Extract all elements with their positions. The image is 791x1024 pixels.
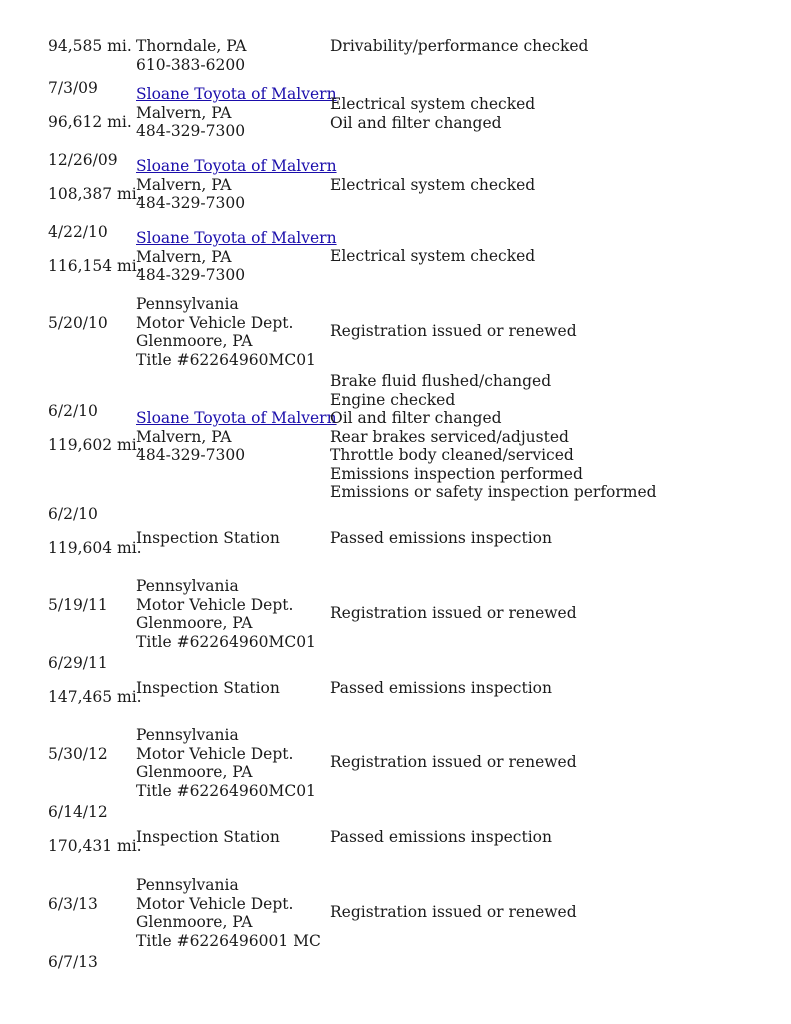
comment-line: Emissions or safety inspection performed	[330, 483, 657, 501]
source-line: Title #62264960MC01	[136, 632, 316, 651]
record-date: 6/29/11	[48, 654, 108, 672]
comment-line: Electrical system checked	[330, 95, 536, 113]
record-mileage: 108,387 mi.	[48, 185, 142, 203]
record-comments	[330, 322, 577, 341]
source-line: Title #62264960MC01	[136, 350, 316, 369]
source-line: Glenmoore, PA	[136, 614, 253, 632]
comment-line: Engine checked	[330, 390, 456, 409]
source-line: Thorndale, PA	[136, 37, 247, 55]
record-comments	[330, 247, 535, 266]
comment-line: Rear brakes serviced/adjusted	[330, 427, 569, 446]
record-source	[136, 85, 337, 141]
record-source	[136, 229, 337, 285]
source-line: Pennsylvania	[136, 726, 239, 744]
source-line: Malvern, PA	[136, 175, 232, 194]
dealer-link[interactable]: Sloane Toyota of Malvern	[136, 85, 337, 103]
comment-line: Passed emissions inspection	[330, 679, 552, 697]
record-comments	[330, 372, 657, 502]
record-mileage: 119,602 mi.	[48, 436, 142, 454]
record-date: 6/7/13	[48, 953, 98, 971]
record-mileage: 170,431 mi.	[48, 837, 142, 855]
comment-line: Passed emissions inspection	[330, 529, 552, 547]
source-line: Motor Vehicle Dept.	[136, 744, 294, 763]
record-date: 6/14/12	[48, 803, 108, 821]
source-line: Glenmoore, PA	[136, 332, 253, 350]
source-line: Pennsylvania	[136, 577, 239, 595]
source-line: Malvern, PA	[136, 427, 232, 446]
record-source	[136, 876, 321, 950]
record-mileage: 96,612 mi.	[48, 113, 132, 131]
source-line: Inspection Station	[136, 529, 280, 547]
comment-line: Oil and filter changed	[330, 113, 502, 132]
record-mileage: 119,604 mi.	[48, 539, 142, 557]
source-line: Inspection Station	[136, 828, 280, 846]
comment-line: Registration issued or renewed	[330, 322, 577, 340]
comment-line: Throttle body cleaned/serviced	[330, 446, 574, 464]
record-date: 6/2/10	[48, 402, 98, 420]
dealer-link[interactable]: Sloane Toyota of Malvern	[136, 157, 337, 175]
source-line: Title #6226496001 MC	[136, 931, 321, 950]
comment-line: Oil and filter changed	[330, 409, 502, 427]
record-comments	[330, 903, 577, 922]
record-source	[136, 295, 316, 369]
record-source	[136, 157, 337, 213]
record-date: 7/3/09	[48, 79, 98, 97]
record-source	[136, 679, 280, 698]
record-source	[136, 577, 316, 651]
source-line: Pennsylvania	[136, 876, 239, 894]
source-line: 484-329-7300	[136, 266, 246, 284]
source-line: 484-329-7300	[136, 446, 246, 464]
comment-line: Registration issued or renewed	[330, 604, 577, 622]
record-date: 5/30/12	[48, 745, 108, 763]
record-date: 6/3/13	[48, 895, 98, 913]
record-date: 6/2/10	[48, 505, 98, 523]
record-comments	[330, 679, 552, 698]
record-comments	[330, 529, 552, 548]
record-date: 4/22/10	[48, 223, 108, 241]
record-comments	[330, 37, 588, 56]
comment-line: Registration issued or renewed	[330, 753, 577, 771]
source-line: Glenmoore, PA	[136, 763, 253, 781]
comment-line: Registration issued or renewed	[330, 903, 577, 921]
record-comments	[330, 828, 552, 847]
record-mileage: 94,585 mi.	[48, 37, 132, 55]
source-line: Glenmoore, PA	[136, 913, 253, 931]
record-source	[136, 37, 246, 74]
record-comments	[330, 604, 577, 623]
comment-line: Drivability/performance checked	[330, 37, 589, 55]
record-mileage: 116,154 mi.	[48, 257, 142, 275]
source-line: Malvern, PA	[136, 103, 232, 122]
comment-line: Brake fluid flushed/changed	[330, 372, 552, 390]
source-line: Pennsylvania	[136, 295, 239, 313]
comment-line: Passed emissions inspection	[330, 828, 552, 846]
comment-line: Emissions inspection performed	[330, 464, 583, 483]
source-line: Motor Vehicle Dept.	[136, 595, 294, 614]
record-source	[136, 726, 316, 800]
source-line: Malvern, PA	[136, 247, 232, 266]
source-line: Title #62264960MC01	[136, 781, 316, 800]
record-source	[136, 409, 337, 465]
source-line: Motor Vehicle Dept.	[136, 894, 294, 913]
record-date: 12/26/09	[48, 151, 118, 169]
record-comments	[330, 176, 535, 195]
source-line: 610-383-6200	[136, 55, 246, 74]
record-comments	[330, 753, 577, 772]
record-date: 5/19/11	[48, 596, 108, 614]
record-source	[136, 828, 280, 847]
source-line: Inspection Station	[136, 679, 280, 697]
source-line: 484-329-7300	[136, 194, 246, 212]
comment-line: Electrical system checked	[330, 247, 536, 265]
dealer-link[interactable]: Sloane Toyota of Malvern	[136, 409, 337, 427]
record-source	[136, 529, 280, 548]
comment-line: Electrical system checked	[330, 176, 536, 194]
record-date: 5/20/10	[48, 314, 108, 332]
record-mileage: 147,465 mi.	[48, 688, 142, 706]
source-line: Motor Vehicle Dept.	[136, 313, 294, 332]
dealer-link[interactable]: Sloane Toyota of Malvern	[136, 229, 337, 247]
record-comments	[330, 95, 535, 132]
source-line: 484-329-7300	[136, 122, 246, 140]
